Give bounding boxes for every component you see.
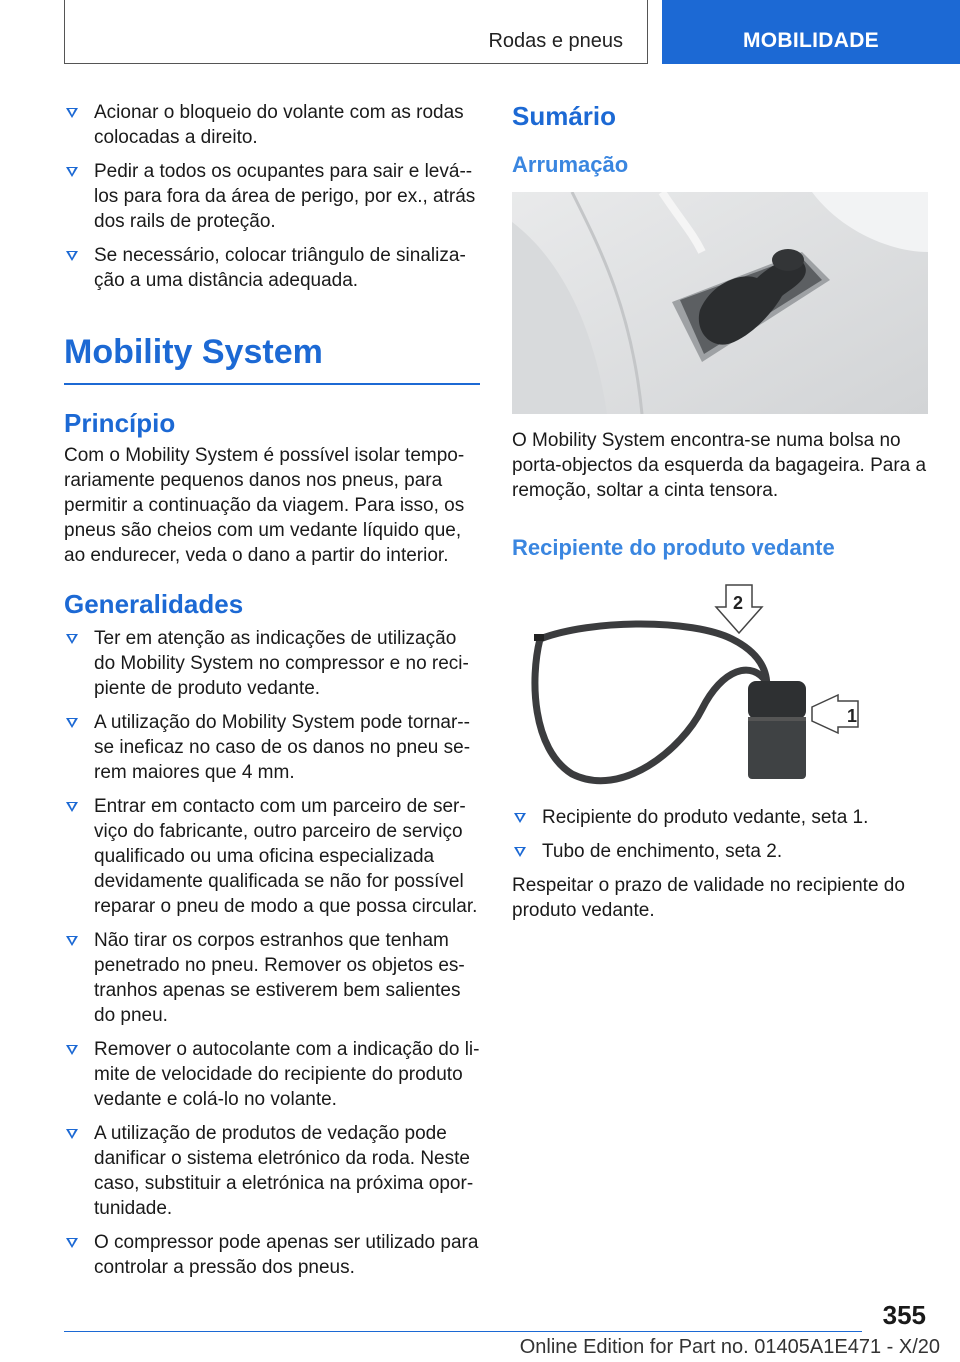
bullet-triangle-icon	[66, 936, 78, 946]
section-title-mobility-system: Mobility System	[64, 333, 323, 371]
bullet-triangle-icon	[514, 847, 526, 857]
bullet-triangle-icon	[66, 108, 78, 118]
bullet-triangle-icon	[66, 718, 78, 728]
edition-note: Online Edition for Part no. 01405A1E471 - X/20	[519, 1336, 940, 1358]
intro-bullet-list	[64, 100, 480, 293]
left-column	[64, 100, 480, 1289]
chapter-tab[interactable]: MOBILIDADE	[662, 0, 960, 64]
arrumacao-paragraph: O Mobility System encontra-se numa bolsa no porta-objectos da esquerda da bagageira. Para a remoção, soltar a cinta tensora.	[512, 430, 927, 501]
list-item: Não tirar os corpos estranhos que tenham penetrado no pneu. Remover os objetos estranhos apenas se estiverem bem salientes do pneu.	[64, 928, 480, 1028]
list-item: A utilização do Mobility System pode tornar--se ineficaz no caso de os danos no pneu serem maiores que 4 mm.	[64, 710, 480, 785]
list-item: Acionar o bloqueio do volante com as rodas colocadas a direito.	[64, 100, 480, 150]
list-item: Tubo de enchimento, seta 2.	[512, 839, 928, 864]
page-number: 355	[882, 1300, 926, 1330]
footer-divider	[64, 1331, 862, 1332]
bullet-triangle-icon	[66, 802, 78, 812]
bullet-triangle-icon	[514, 813, 526, 823]
list-item: Remover o autocolante com a indicação do limite de velocidade do recipiente do produto vedante e colá-lo no volante.	[64, 1037, 480, 1112]
bullet-triangle-icon	[66, 167, 78, 177]
heading-arrumacao: Arrumação	[512, 152, 629, 177]
recipiente-paragraph: Respeitar o prazo de validade no recipiente do produto vedante.	[512, 875, 905, 921]
list-item: O compressor pode apenas ser utilizado para controlar a pressão dos pneus.	[64, 1230, 480, 1280]
svg-text:1: 1	[847, 706, 858, 726]
svg-text:2: 2	[733, 593, 744, 613]
filler-hose	[540, 624, 767, 699]
list-item: Pedir a todos os ocupantes para sair e levá--los para fora da área de perigo, por ex., atrás dos rails de proteção.	[64, 159, 480, 234]
sealant-bottle	[748, 681, 806, 779]
list-item: A utilização de produtos de vedação pode danificar o sistema eletrónico da roda. Neste caso, substituir a eletrónica na próxima oportunidade.	[64, 1121, 480, 1221]
heading-recipiente: Recipiente do produto vedante	[512, 535, 835, 560]
bullet-triangle-icon	[66, 251, 78, 261]
right-column	[512, 100, 928, 923]
list-item: Entrar em contacto com um parceiro de serviço do fabricante, outro parceiro de serviço qualificado ou uma oficina especializada devidamente qualificada se não for possível reparar o pneu de modo a que possa circular.	[64, 794, 480, 919]
bullet-triangle-icon	[66, 1129, 78, 1139]
list-item: Recipiente do produto vedante, seta 1.	[512, 805, 928, 830]
list-item: Ter em atenção as indicações de utilização do Mobility System no compressor e no recipiente de produto vedante.	[64, 626, 480, 701]
section-title: Rodas e pneus	[488, 30, 623, 52]
recipiente-bullet-list	[512, 805, 928, 864]
heading-sumario: Sumário	[512, 101, 617, 131]
header-frame	[64, 0, 648, 64]
arrow-1-icon	[812, 695, 858, 733]
sealant-container-diagram	[512, 579, 928, 789]
storage-compartment-photo	[512, 192, 928, 414]
heading-principio: Princípio	[64, 408, 176, 438]
arrow-2-icon	[716, 585, 762, 633]
principio-paragraph: Com o Mobility System é possível isolar temporariamente pequenos danos nos pneus, para permitir a continuação da viagem. Para isso, os pneus são cheios com um vedante líquido que, ao endurecer, veda o dano a partir do interior.	[64, 445, 465, 566]
heading-generalidades: Generalidades	[64, 589, 244, 619]
bullet-triangle-icon	[66, 1045, 78, 1055]
generalidades-bullet-list	[64, 626, 480, 1280]
bullet-triangle-icon	[66, 1238, 78, 1248]
list-item: Se necessário, colocar triângulo de sinalização a uma distância adequada.	[64, 243, 480, 293]
bullet-triangle-icon	[66, 634, 78, 644]
